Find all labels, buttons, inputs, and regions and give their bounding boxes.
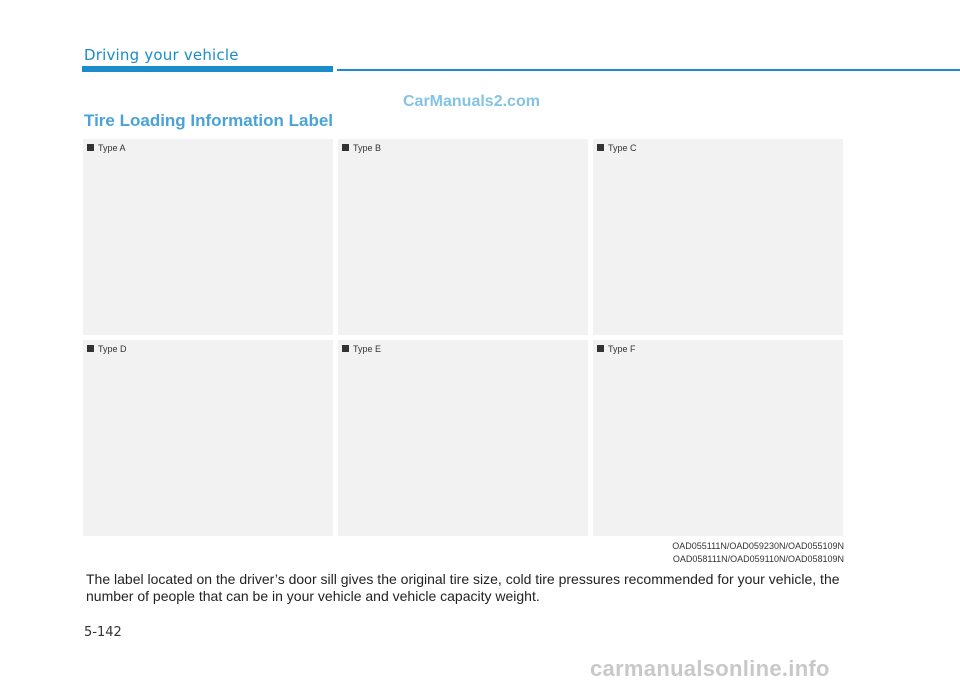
panel-label: Type D <box>98 344 127 354</box>
page-number: 5-142 <box>84 625 122 640</box>
image-codes <box>672 540 844 566</box>
body-paragraph: The label located on the driver’s door sill gives the original tire size, cold tire pressures recommended for your vehicle, the number of people that can be in your vehicle and vehicle capacity weight. <box>86 571 840 604</box>
label-panel-type-f <box>593 340 843 536</box>
bullet-square-icon <box>597 345 604 352</box>
bullet-square-icon <box>342 144 349 151</box>
header-rule-thin <box>337 69 960 71</box>
image-code-line: OAD058111N/OAD059110N/OAD058109N <box>672 554 844 564</box>
bullet-square-icon <box>87 345 94 352</box>
label-panel-type-a <box>83 139 333 335</box>
panel-label: Type B <box>353 143 382 153</box>
bullet-square-icon <box>87 144 94 151</box>
panel-label: Type E <box>353 344 382 354</box>
panel-label: Type C <box>608 143 637 153</box>
panel-label: Type A <box>98 143 126 153</box>
label-panel-type-c <box>593 139 843 335</box>
bullet-square-icon <box>597 144 604 151</box>
section-header: Driving your vehicle <box>84 46 239 64</box>
watermark-top: CarManuals2.com <box>403 93 540 110</box>
panel-label: Type F <box>608 344 636 354</box>
header-rule-thick <box>82 66 333 72</box>
bullet-square-icon <box>342 345 349 352</box>
page-title: Tire Loading Information Label <box>84 111 334 130</box>
watermark-bottom: carmanualsonline.info <box>590 656 830 681</box>
label-panel-type-d <box>83 340 333 536</box>
label-panel-type-b <box>338 139 588 335</box>
label-panel-type-e <box>338 340 588 536</box>
image-code-line: OAD055111N/OAD059230N/OAD055109N <box>672 541 844 551</box>
